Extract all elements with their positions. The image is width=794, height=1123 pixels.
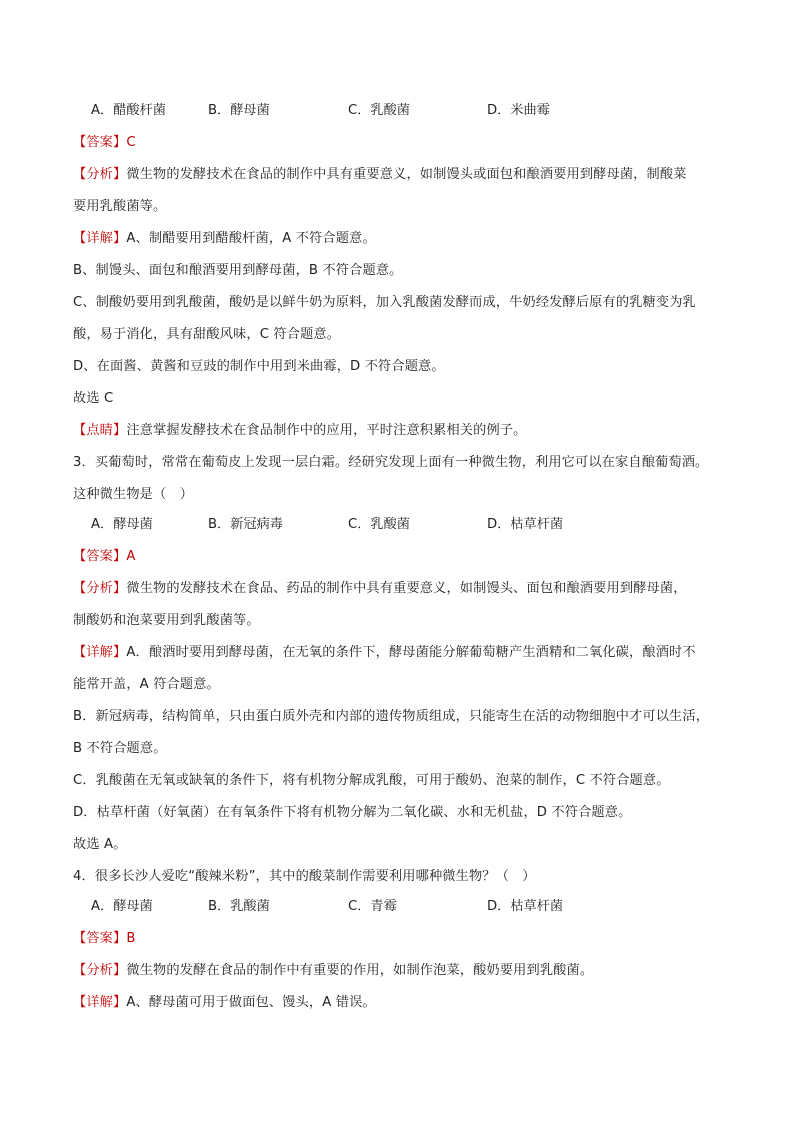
answer-tag: 【答案】 [73,549,127,564]
detail-text: A．酿酒时要用到酵母菌，在无氧的条件下，酵母菌能分解葡萄糖产生酒精和二氧化碳，酿酒时不 [126,645,696,660]
analysis-tag: 【分析】 [73,581,127,596]
q2-point [73,421,526,441]
answer-value: B [126,931,136,946]
q4-option-b: B．乳酸菌 [208,899,270,914]
q2-detail-c-cont: 酸，易于消化，具有甜酸风味，C 符合题意。 [73,327,341,342]
analysis-text: 微生物的发酵技术在食品、药品的制作中具有重要意义，如制馒头、面包和酿酒要用到酵母菌， [126,581,687,596]
q2-analysis-cont: 要用乳酸菌等。 [73,199,167,214]
detail-tag: 【详解】 [73,645,127,660]
q2-option-d: D．米曲霉 [487,103,550,118]
q3-detail-b: B．新冠病毒，结构简单，只由蛋白质外壳和内部的遗传物质组成，只能寄生在活的动物细胞中才可以生活， [73,709,710,724]
q3-option-b: B．新冠病毒 [208,517,283,532]
q2-option-a: A．醋酸杆菌 [91,103,166,118]
point-tag: 【点睛】 [73,423,127,438]
q2-detail-d: D、在面酱、黄酱和豆豉的制作中用到米曲霉，D 不符合题意。 [73,359,445,374]
q4-stem: 4．很多长沙人爱吃“酸辣米粉”，其中的酸菜制作需要利用哪种微生物？（ ） [73,869,536,884]
detail-text: A、制醋要用到醋酸杆菌，A 不符合题意。 [126,231,376,246]
answer-value: C [126,135,136,150]
answer-value: A [126,549,136,564]
q3-option-d: D．枯草杆菌 [487,517,564,532]
q2-detail [73,229,376,249]
q2-answer [73,133,136,153]
q3-detail-a-cont: 能常开盖，A 符合题意。 [73,677,220,692]
analysis-tag: 【分析】 [73,167,127,182]
q4-analysis [73,961,593,981]
q2-detail-b: B、制馒头、面包和酿酒要用到酵母菌，B 不符合题意。 [73,263,403,278]
analysis-text: 微生物的发酵在食品的制作中有重要的作用，如制作泡菜，酸奶要用到乳酸菌。 [126,963,594,978]
q2-option-b: B．酵母菌 [208,103,270,118]
answer-tag: 【答案】 [73,135,127,150]
q3-stem: 3．买葡萄时，常常在葡萄皮上发现一层白霜。经研究发现上面有一种微生物，利用它可以在家自酿葡萄酒。 [73,455,709,470]
analysis-text: 微生物的发酵技术在食品的制作中具有重要意义，如制馒头或面包和酿酒要用到酵母菌，制酸菜 [126,167,687,182]
q3-option-a: A．酵母菌 [91,517,153,532]
q2-detail-c: C、制酸奶要用到乳酸菌，酸奶是以鲜牛奶为原料，加入乳酸菌发酵而成，牛奶经发酵后原有的乳糖变为乳 [73,295,696,310]
q3-conclusion: 故选 A。 [73,837,127,852]
detail-tag: 【详解】 [73,995,127,1010]
q3-analysis-cont: 制酸奶和泡菜要用到乳酸菌等。 [73,613,260,628]
analysis-tag: 【分析】 [73,963,127,978]
q3-detail-d: D．枯草杆菌（好氧菌）在有氧条件下将有机物分解为二氧化碳、水和无机盐，D 不符合题意。 [73,805,632,820]
q3-detail [73,643,696,663]
answer-tag: 【答案】 [73,931,127,946]
q2-analysis [73,165,687,185]
q3-stem-cont: 这种微生物是（ ） [73,487,194,502]
q3-answer [73,547,136,567]
q3-detail-c: C．乳酸菌在无氧或缺氧的条件下，将有机物分解成乳酸，可用于酸奶、泡菜的制作，C 不符合题意。 [73,773,670,788]
detail-text: A、酵母菌可用于做面包、馒头，A 错误。 [126,995,376,1010]
point-text: 注意掌握发酵技术在食品制作中的应用，平时注意积累相关的例子。 [126,423,527,438]
q4-answer [73,929,136,949]
q2-option-c: C．乳酸菌 [348,103,410,118]
q4-detail [73,993,376,1013]
detail-tag: 【详解】 [73,231,127,246]
q3-option-c: C．乳酸菌 [348,517,410,532]
q4-option-c: C．青霉 [348,899,397,914]
q4-option-a: A．酵母菌 [91,899,153,914]
q2-conclusion: 故选 C [73,391,114,406]
q4-option-d: D．枯草杆菌 [487,899,564,914]
q3-analysis [73,579,687,599]
q3-detail-b-cont: B 不符合题意。 [73,741,167,756]
